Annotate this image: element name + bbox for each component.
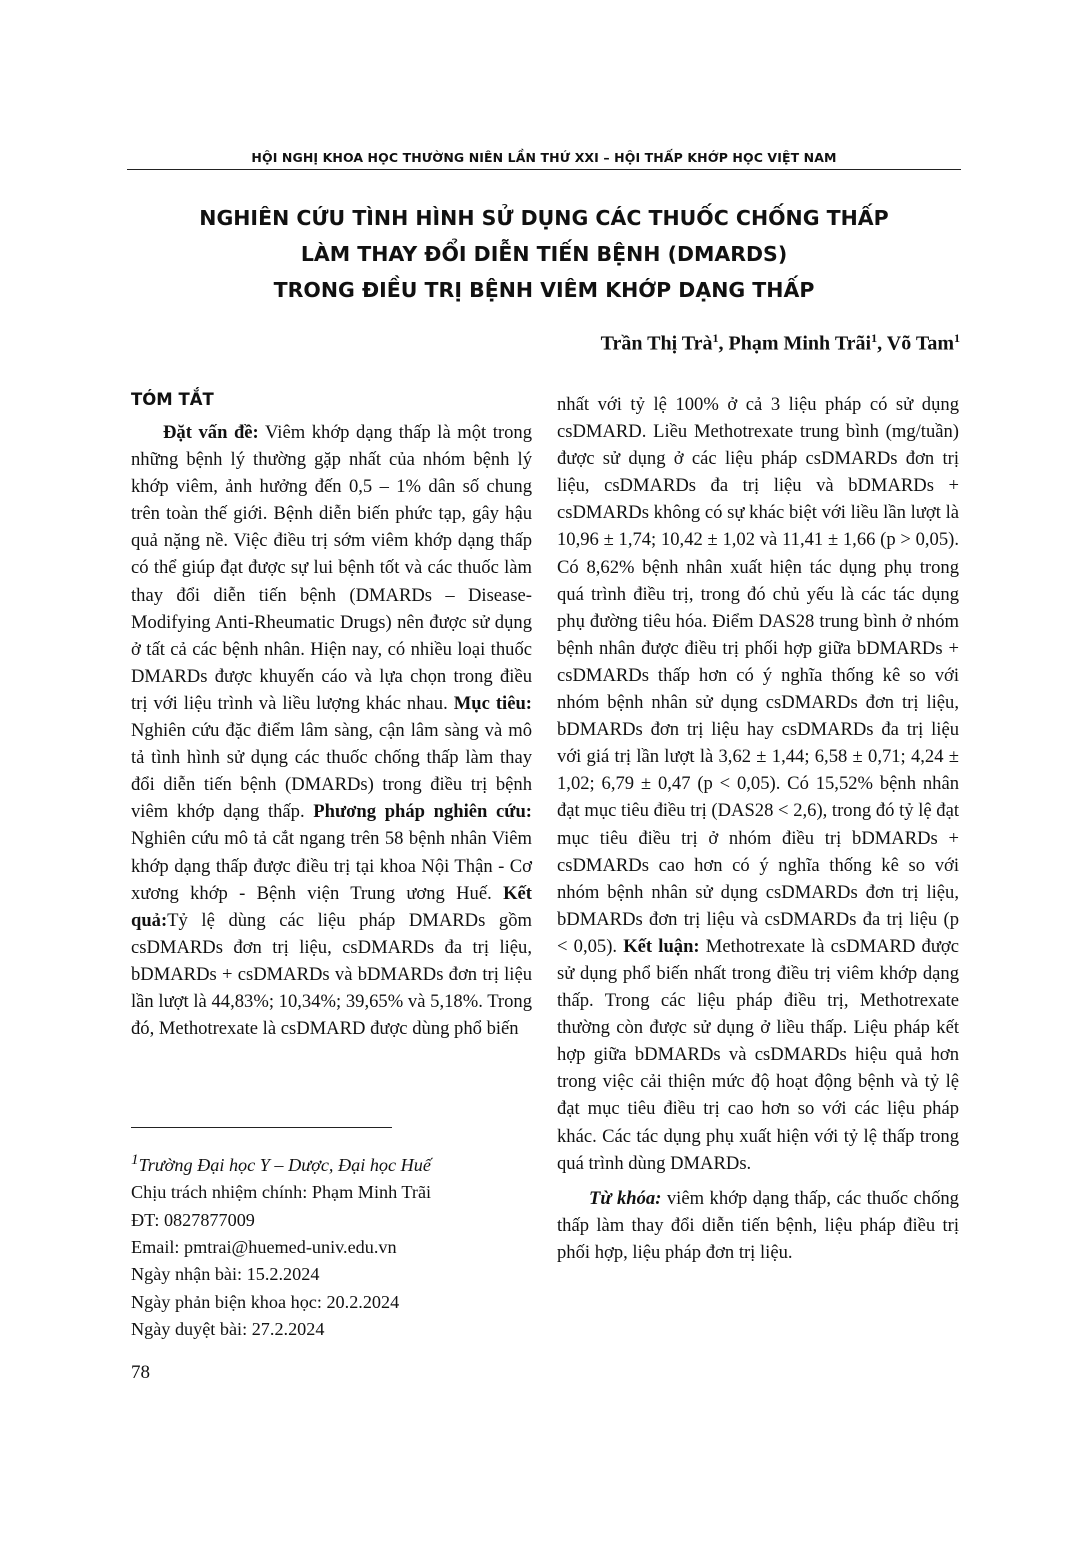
author-2-affiliation: 1 — [871, 331, 878, 345]
review-date: Ngày phản biện khoa học: 20.2.2024 — [131, 1291, 400, 1312]
title-line-3: TRONG ĐIỀU TRỊ BỆNH VIÊM KHỚP DẠNG THẤP — [273, 278, 815, 302]
author-3-affiliation: 1 — [954, 331, 960, 345]
background-label: Đặt vấn đề: — [163, 422, 259, 443]
abstract-right-column — [557, 391, 959, 1266]
methods-label: Phương pháp nghiên cứu: — [313, 801, 532, 823]
received-date: Ngày nhận bài: 15.2.2024 — [131, 1264, 320, 1285]
title-line-1: NGHIÊN CỨU TÌNH HÌNH SỬ DỤNG CÁC THUỐC CHỐNG THẤP — [199, 206, 889, 230]
results-text-end: nhất với tỷ lệ 100% ở cả 3 liệu pháp có sử dụng csDMARD. Liều Methotrexate trung bình (mg/tuần) được sử dụng ở các liệu pháp csDMARDs đơn trị liệu, csDMARDs đa trị liệu và bDMARDs + csDMARDs không có sự khác biệt với liều lần lượt là 10,96 ± 1,74; 10,42 ± 1,02 và 11,41 ± 1,66 (p > 0,05). Có 8,62% bệnh nhân xuất hiện tác dụng phụ trong quá trình điều trị, trong đó chủ yếu là các tác dụng phụ đường tiêu hóa. Điểm DAS28 trung bình ở nhóm bệnh nhân được điều trị phối hợp giữa bDMARDs + csDMARDs thấp hơn có ý nghĩa thống kê so với nhóm bệnh nhân sử dụng csDMARDs đơn trị liệu, bDMARDs đơn trị liệu hay csDMARDs đa trị liệu với giá trị lần lượt là 3,62 ± 1,44; 6,58 ± 0,71; 4,24 ± 1,02; 6,79 ± 0,47 (p < 0,05). Có 15,52% bệnh nhân đạt mục tiêu điều trị (DAS28 < 2,6), trong đó tỷ lệ đạt mục tiêu điều trị ở nhóm điều trị bDMARDs + csDMARDs cao hơn có ý nghĩa thống kê so với nhóm bệnh nhân sử dụng csDMARDs đơn trị liệu, bDMARDs đơn trị liệu và csDMARDs đa trị liệu (p < 0,05). — [557, 394, 959, 957]
author-list — [601, 331, 960, 356]
abstract-left-column — [131, 389, 532, 1042]
author-1: Trần Thị Trà — [600, 332, 713, 355]
email-address: Email: pmtrai@huemed-univ.edu.vn — [131, 1236, 397, 1257]
results-text-start: Tỷ lệ dùng các liệu pháp DMARDs gồm csDMARDs đơn trị liệu, csDMARDs đa trị liệu, bDMARDs + csDMARDs và bDMARDs đơn trị liệu lần lượt là 44,83%; 10,34%; 39,65% và 5,18%. Trong đó, Methotrexate là csDMARD được dùng phổ biến — [131, 909, 532, 1040]
footnote-rule — [131, 1127, 392, 1128]
title-line-2: LÀM THAY ĐỔI DIỄN TIẾN BỆNH (DMARDS) — [300, 242, 788, 266]
paper-title — [127, 200, 961, 308]
responsible-author: Chịu trách nhiệm chính: Phạm Minh Trãi — [131, 1182, 432, 1203]
page-number: 78 — [131, 1362, 150, 1383]
objective-label: Mục tiêu: — [453, 692, 532, 714]
phone-number: ĐT: 0827877009 — [131, 1209, 255, 1230]
results-label: Kết quả: — [131, 882, 532, 931]
background-text: Viêm khớp dạng thấp là một trong những bệnh lý thường gặp nhất của nhóm bệnh lý khớp viêm, ảnh hưởng đến 0,5 – 1% dân số chung trên toàn thế giới. Bệnh diễn biến phức tạp, gây hậu quả nặng nề. Việc điều trị sớm viêm khớp dạng thấp có thể giúp đạt được sự lui bệnh tốt và các thuốc làm thay đổi diễn tiến bệnh (DMARDs – Disease-Modifying Anti-Rheumatic Drugs) nên được sử dụng ở tất cả các bệnh nhân. Hiện nay, có nhiều loại thuốc DMARDs được khuyến cáo và lựa chọn trong điều trị với liệu trình và liều lượng khác nhau. — [131, 422, 533, 714]
keywords-text: viêm khớp dạng thấp, các thuốc chống thấp làm thay đổi diễn tiến bệnh, liệu pháp điều trị phối hợp, liệu pháp đơn trị liệu. — [557, 1187, 959, 1263]
keywords — [557, 1185, 959, 1266]
author-separator: , — [718, 332, 729, 355]
abstract-heading: TÓM TẮT — [131, 390, 214, 409]
keywords-label: Từ khóa: — [589, 1187, 662, 1209]
conclusion-text: Methotrexate là csDMARD được sử dụng phổ biến nhất trong điều trị viêm khớp dạng thấp. Trong các liệu pháp điều trị, Methotrexate thường còn được sử dụng ở liều thấp. Liệu pháp kết hợp giữa bDMARDs và csDMARDs hiệu quả hơn trong việc cải thiện mức độ hoạt động bệnh và tỷ lệ đạt mục tiêu điều trị cao hơn so với các liệu pháp khác. Các tác dụng phụ xuất hiện với tỷ lệ thấp trong quá trình dùng DMARDs. — [557, 935, 959, 1174]
author-3: Võ Tam — [886, 332, 954, 355]
author-separator: , — [877, 332, 887, 355]
author-1-affiliation: 1 — [712, 331, 719, 345]
accepted-date: Ngày duyệt bài: 27.2.2024 — [131, 1318, 325, 1339]
footnotes — [131, 1146, 531, 1343]
methods-text: Nghiên cứu mô tả cắt ngang trên 58 bệnh nhân Viêm khớp dạng thấp được điều trị tại khoa Nội Thận - Cơ xương khớp - Bệnh viện Trung ương Huế. — [131, 828, 532, 904]
header-rule — [127, 169, 961, 170]
affiliation-sup: 1 — [131, 1151, 139, 1168]
affiliation-note — [131, 1146, 531, 1179]
affiliation-text: Trường Đại học Y – Dược, Đại học Huế — [138, 1155, 431, 1176]
conference-header: HỘI NGHỊ KHOA HỌC THƯỜNG NIÊN LẦN THỨ XXI – HỘI THẤP KHỚP HỌC VIỆT NAM — [251, 150, 837, 165]
objective-text: Nghiên cứu đặc điểm lâm sàng, cận lâm sàng và mô tả tình hình sử dụng các thuốc chống thấp làm thay đổi diễn tiến bệnh (DMARDs) trong điều trị bệnh viêm khớp dạng thấp. — [131, 720, 532, 823]
author-2: Phạm Minh Trãi — [728, 332, 872, 355]
results-continued — [557, 391, 959, 1177]
conclusion-label: Kết luận: — [623, 935, 700, 957]
abstract-body — [131, 419, 532, 1042]
